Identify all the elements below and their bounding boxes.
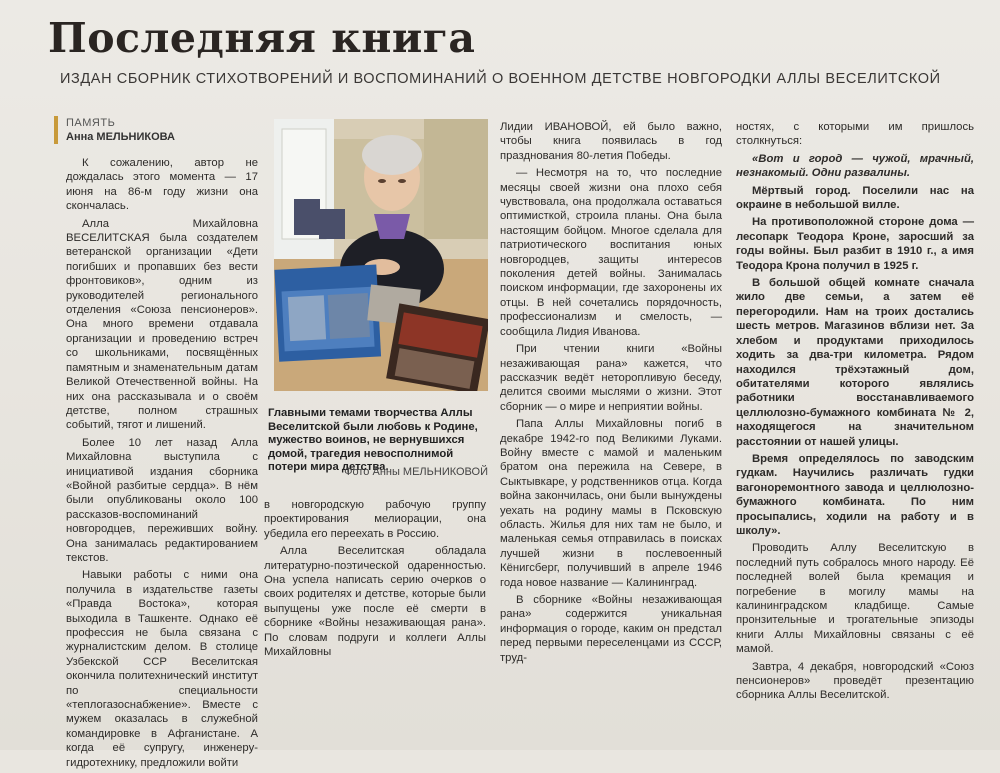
- photo-caption: Главными темами творчества Аллы Веселитской были любовь к Родине, мужество воинов, не вернувшихся домой, трагедия невосполнимой потери мира детства.: [268, 407, 478, 473]
- quote-paragraph: В большой общей комнате сначала жило две семьи, а затем её перегородили. Нам на троих достались шесть метров. Магазинов вблизи нет. За хлебом и продуктами приходилось ходить за два-три километра. Рядом находился трёхэтажный дом, обитателями которого являлись работники восстанавливаемого целлюлозно-бумажного комбината № 2, находящегося на значительном расстоянии от нашей улицы.: [736, 277, 974, 448]
- paragraph: Проводить Аллу Веселитскую в последний путь собралось много народу. Её последней волей была кремация и погребение в могилу мамы на калининградском кладбище. Самые пронзительные и трогательные эпизоды книги Аллы Михайловны связаны с её мамой.: [736, 542, 974, 656]
- paragraph: Лидии ИВАНОВОЙ, ей было важно, чтобы книга появилась в год празднования 80-летия Победы.: [500, 121, 722, 162]
- paragraph: Навыки работы с ними она получила в издательстве газеты «Правда Востока», которая выходила в Ташкенте. Однако её профессия не была связана с журналистским делом. В столице Узбекской ССР Веселитская окончила политехнический институт по специальности «теплогазоснабжение». Вместе с мужем оказалась в служебной командировке в Афганистане. А когда её супругу, инженеру-гидротехнику, предложили войти: [66, 569, 258, 769]
- paragraph: Папа Аллы Михайловны погиб в декабре 1942-го под Великими Луками. Войну вместе с мамой и маленьким братом она пережила на Севере, в Сыктывкаре, у родственников отца. Когда война закончилась, они были вынуждены уехать на родину мамы в Псковскую область. Жилья для них там не было, и маленькая семья отправилась в поисках лучшей жизни в послевоенный Кёнигсберг, получивший в апреле 1946 года новое название — Калининград.: [500, 418, 722, 589]
- rubric: [54, 116, 175, 144]
- section-label: ПАМЯТЬ: [66, 117, 116, 129]
- quote-paragraph: Время определялось по заводским гудкам. Научились различать гудки вагоноремонтного завода и целлюлозно-бумажного комбината. По ним просыпались, ходили на работу и в школу».: [736, 452, 974, 537]
- paragraph: ностях, с которыми им пришлось столкнуться:: [736, 121, 974, 148]
- quote-paragraph: На противоположной стороне дома — лесопарк Теодора Кроне, заросший за годы войны. Был разбит в 1910 г., а имя Теодора Крона получил в 1925 г.: [736, 216, 974, 272]
- column-4: [736, 120, 974, 706]
- article-title: Последняя книга: [48, 14, 476, 62]
- article-subtitle: ИЗДАН СБОРНИК СТИХОТВОРЕНИЙ И ВОСПОМИНАНИЙ О ВОЕННОМ ДЕТСТВЕ НОВГОРОДКИ АЛЛЫ ВЕСЕЛИТСКОЙ: [60, 71, 941, 87]
- paragraph: К сожалению, автор не дождалась этого момента — 17 июня на 86-м году жизни она скончалась.: [66, 157, 258, 213]
- author-byline: Анна МЕЛЬНИКОВА: [66, 131, 175, 143]
- paragraph: — Несмотря на то, что последние месяцы своей жизни она плохо себя чувствовала, она продолжала оставаться оптимисткой, строила планы. Она была настоящим бойцом. Многое сделала для патриотического воспитания юных новгородцев, защиты интересов поколения детей войны. Занималась поиском информации, где захоронены их отцы. В ней сочетались порядочность, профессионализм и смелость, — сообщила Лидия Иванова.: [500, 167, 722, 338]
- column-3: [500, 120, 722, 668]
- photo-illustration: [274, 119, 488, 391]
- article-photo: [274, 119, 488, 391]
- photo-credit: Фото Анны МЕЛЬНИКОВОЙ: [344, 466, 488, 478]
- paragraph: Алла Михайловна ВЕСЕЛИТСКАЯ была создателем ветеранской организации «Дети погибших и пропавших без вести фронтовиков», одним из руководителей регионального отделения «Союза пенсионеров». Она много времени отдавала организации и проведению встреч со школьниками, посвящённых памятным и знаменательным датам Великой Отечественной войны. На них она рассказывала и о своём детстве, полном страшных событий, тягот и лишений.: [66, 217, 258, 432]
- quote-paragraph: Мёртвый город. Поселили нас на окраине в небольшой вилле.: [736, 184, 974, 212]
- column-2: [264, 498, 486, 662]
- paragraph: Завтра, 4 декабря, новгородский «Союз пенсионеров» проведёт презентацию сборника Аллы Веселитской.: [736, 660, 974, 702]
- paragraph: При чтении книги «Войны незаживающая рана» кажется, что рассказчик ведёт неторопливую беседу, делится своими мыслями о жизни. Этот сборник — о мире и неприятии войны.: [500, 343, 722, 413]
- paragraph: Более 10 лет назад Алла Михайловна выступила с инициативой издания сборника «Войной разбитые сердца». В нём были опубликованы около 100 рассказов-воспоминаний новгородцев, переживших войну. Она занималась редактированием текстов.: [66, 436, 258, 564]
- column-1: [66, 156, 258, 773]
- paragraph: В сборнике «Войны незаживающая рана» содержится уникальная информация о городе, каким он предстал перед первыми переселенцами из СССР, труд-: [500, 594, 722, 664]
- paragraph: в новгородскую рабочую группу проектирования мелиорации, она убедила его переехать в Россию.: [264, 499, 486, 540]
- paragraph: Алла Веселитская обладала литературно-поэтической одаренностью. Она успела написать серию очерков о своих родителях и детстве, которые были выпущены уже после её смерти в сборнике «Войны незаживающая рана». По словам подруги и коллеги Аллы Михайловны: [264, 545, 486, 659]
- quote-paragraph: «Вот и город — чужой, мрачный, незнакомый. Одни развалины.: [736, 152, 974, 180]
